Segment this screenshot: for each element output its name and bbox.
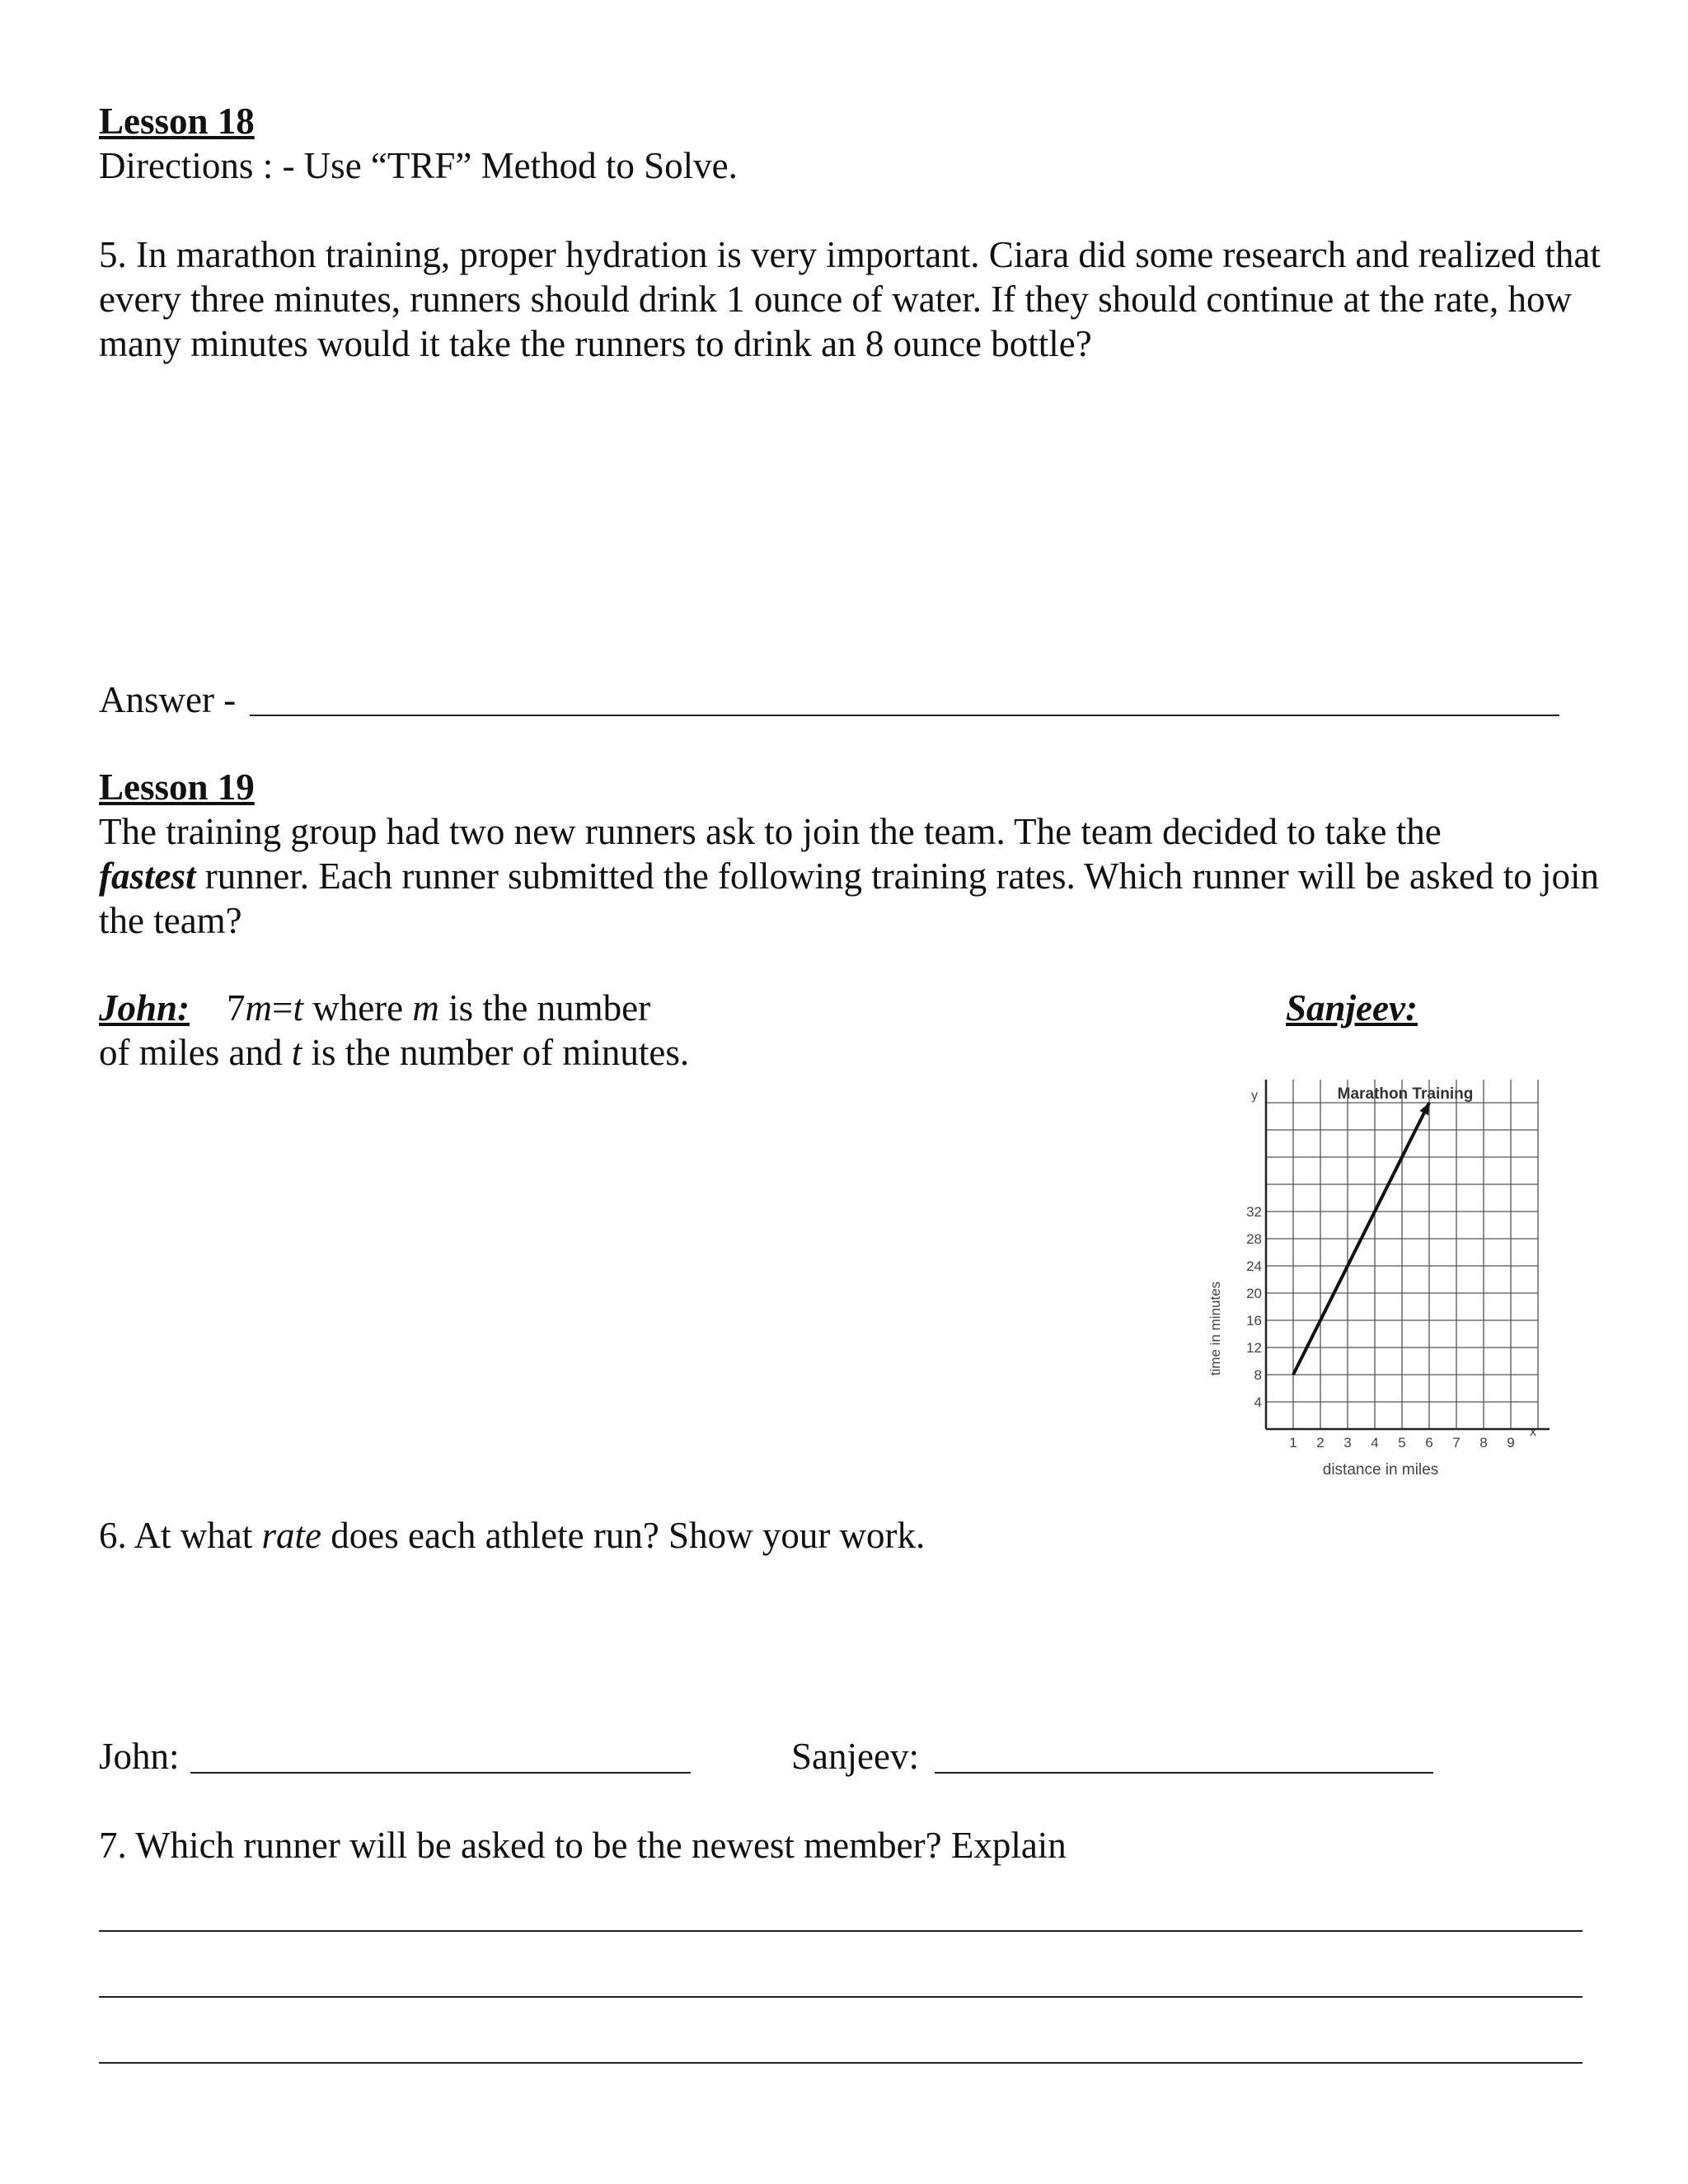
chart-title: Marathon Training — [1337, 1085, 1474, 1103]
john-desc-m: m — [412, 987, 439, 1029]
lesson-19-intro — [99, 809, 1632, 943]
q7-answer-line-3[interactable] — [99, 2062, 1582, 2064]
intro-part-1: The training group had two new runners ask to join the team. The team decided to take the — [99, 811, 1442, 852]
y-tick-label: 12 — [1246, 1340, 1262, 1356]
x-tick-label: 8 — [1479, 1435, 1488, 1451]
x-tick-label: 1 — [1289, 1435, 1297, 1451]
lesson-19-heading: Lesson 19 — [99, 766, 255, 808]
john-desc-t: t — [291, 1032, 302, 1073]
john-desc-1: where — [302, 987, 413, 1029]
x-axis-letter: x — [1530, 1425, 1536, 1439]
lesson-18-heading: Lesson 18 — [99, 101, 255, 142]
x-tick-label: 2 — [1316, 1435, 1325, 1451]
john-desc-line-2 — [99, 1030, 689, 1075]
q7-answer-line-2[interactable] — [99, 1996, 1582, 1998]
y-tick-label: 20 — [1246, 1286, 1262, 1301]
eq-t: t — [293, 987, 303, 1029]
eq-coefficient: 7 — [227, 987, 246, 1029]
y-axis-letter: y — [1251, 1089, 1258, 1103]
john-desc-4: is the number of minutes. — [302, 1032, 690, 1073]
y-tick-label: 4 — [1254, 1394, 1262, 1410]
marathon-training-chart — [1195, 1080, 1550, 1492]
y-tick-label: 8 — [1254, 1367, 1262, 1383]
q6-john-answer-line[interactable] — [190, 1772, 691, 1774]
john-label: John: — [99, 987, 190, 1029]
q6-prefix: 6. At what — [99, 1515, 262, 1556]
chart-ticks — [1246, 1204, 1515, 1451]
q6-sanjeev-label: Sanjeev: — [791, 1736, 919, 1777]
john-desc-2: is the number — [438, 987, 651, 1029]
y-tick-label: 16 — [1246, 1313, 1262, 1329]
question-6-text — [99, 1513, 925, 1558]
fastest-emphasis: fastest — [99, 855, 196, 897]
answer-line[interactable] — [250, 715, 1559, 716]
x-tick-label: 3 — [1343, 1435, 1352, 1451]
y-axis-label: time in minutes — [1207, 1281, 1223, 1376]
q6-rate: rate — [261, 1515, 321, 1556]
eq-equals: = — [272, 987, 293, 1029]
john-desc-3: of miles and — [99, 1032, 292, 1073]
question-7-text: 7. Which runner will be asked to be the newest member? Explain — [99, 1825, 1067, 1866]
john-equation-line — [99, 986, 650, 1030]
answer-label: Answer - — [99, 679, 237, 720]
y-tick-label: 32 — [1246, 1204, 1262, 1220]
intro-part-2: runner. Each runner submitted the following training rates. Which runner will be asked to join the team? — [99, 855, 1599, 941]
question-5-text: 5. In marathon training, proper hydration is very important. Ciara did some research and realized that every three minutes, runners should drink 1 ounce of water. If they should continue at the rate, how many minutes would it take the runners to drink an 8 ounce bottle? — [99, 234, 1601, 364]
eq-m: m — [245, 987, 273, 1029]
y-tick-label: 28 — [1246, 1231, 1262, 1247]
q6-john-label: John: — [99, 1736, 180, 1777]
q6-sanjeev-answer-line[interactable] — [935, 1772, 1433, 1774]
x-tick-label: 7 — [1452, 1435, 1461, 1451]
x-tick-label: 4 — [1371, 1435, 1379, 1451]
y-tick-label: 24 — [1246, 1258, 1262, 1274]
q7-answer-line-1[interactable] — [99, 1930, 1582, 1932]
x-axis-label: distance in miles — [1322, 1461, 1439, 1479]
x-tick-label: 5 — [1398, 1435, 1406, 1451]
chart-grid — [1263, 1080, 1550, 1432]
directions-text: Directions : - Use “TRF” Method to Solve. — [99, 145, 738, 186]
q6-suffix: does each athlete run? Show your work. — [321, 1515, 926, 1556]
x-tick-label: 9 — [1507, 1435, 1515, 1451]
x-tick-label: 6 — [1425, 1435, 1433, 1451]
sanjeev-label: Sanjeev: — [1286, 987, 1418, 1029]
